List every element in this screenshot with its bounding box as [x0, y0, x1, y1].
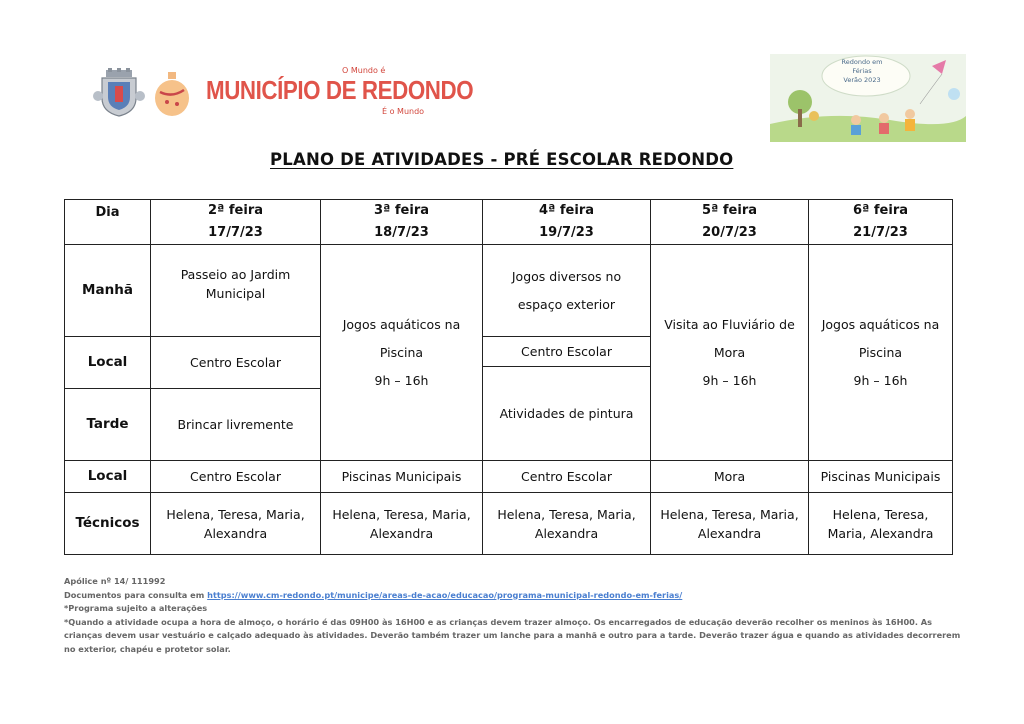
- day-date: 18/7/23: [374, 225, 429, 240]
- header-day-wed: [483, 200, 651, 245]
- day-date: 17/7/23: [208, 225, 263, 240]
- header-row: [65, 200, 953, 245]
- clay-jar-icon: [152, 68, 192, 118]
- docs-link[interactable]: https://www.cm-redondo.pt/municipe/areas-de-acao/educacao/programa-municipal-redondo-em-ferias/: [207, 589, 683, 600]
- mon-manha: Passeio ao Jardim Municipal: [151, 245, 321, 337]
- label-manha: Manhã: [65, 245, 151, 337]
- wed-local-2: Centro Escolar: [483, 461, 651, 493]
- day-name: 3ª feira: [373, 203, 429, 218]
- mon-tarde: Brincar livremente: [151, 389, 321, 461]
- thu-activity: [651, 245, 809, 461]
- brand-tagline-bottom: É o Mundo: [382, 107, 425, 116]
- activity-hours: 9h – 16h: [374, 372, 429, 388]
- note-lunch: *Quando a atividade ocupa a hora de almoço, o horário é das 09H00 às 16H00 e as crianças devem trazer almoço. Os encarregados de educação deverão recolher os meninos às 16H00. As crianças devem usar vestuário e calçado adequado às atividades. Deverão também trazer um lanche para a manhã e outro para a tarde. Deverão trazer água e quando as atividades decorrerem no exterior, chapéu e protetor solar.: [64, 616, 961, 654]
- footer-notes: [64, 575, 964, 656]
- header-day-thu: [651, 200, 809, 245]
- wed-manha: [483, 245, 651, 337]
- summer-line-2: Férias: [852, 67, 872, 75]
- municipality-logo: [92, 66, 474, 122]
- row-manha: [65, 245, 953, 337]
- day-name: 2ª feira: [207, 203, 263, 218]
- fri-activity: [809, 245, 953, 461]
- wed-local-1: Centro Escolar: [483, 337, 651, 367]
- header-day-tue: [321, 200, 483, 245]
- thu-tecnicos: Helena, Teresa, Maria, Alexandra: [651, 493, 809, 555]
- label-local-2: Local: [65, 461, 151, 493]
- activity-hours: 9h – 16h: [702, 372, 757, 388]
- day-date: 21/7/23: [853, 225, 908, 240]
- wed-tecnicos: Helena, Teresa, Maria, Alexandra: [483, 493, 651, 555]
- mon-tecnicos: Helena, Teresa, Maria, Alexandra: [151, 493, 321, 555]
- mon-local-1: Centro Escolar: [151, 337, 321, 389]
- row-tecnicos: [65, 493, 953, 555]
- note-changes: *Programa sujeito a alterações: [64, 603, 208, 613]
- row-local-2: [65, 461, 953, 493]
- docs-label: Documentos para consulta em: [64, 589, 205, 600]
- activity-line-2: Mora: [713, 344, 746, 360]
- tue-activity: [321, 245, 483, 461]
- activity-line-2: espaço exterior: [517, 296, 616, 312]
- header-day-mon: [151, 200, 321, 245]
- activity-hours: 9h – 16h: [853, 372, 908, 388]
- summer-line-3: Verão 2023: [843, 76, 881, 84]
- tue-local-2: Piscinas Municipais: [321, 461, 483, 493]
- activities-table: [64, 199, 953, 555]
- fri-local-2: Piscinas Municipais: [809, 461, 953, 493]
- brand-name: MUNICÍPIO DE REDONDO: [206, 75, 474, 105]
- mon-local-2: Centro Escolar: [151, 461, 321, 493]
- brand-tagline-top: O Mundo é: [342, 66, 386, 75]
- day-date: 20/7/23: [702, 225, 757, 240]
- label-tarde: Tarde: [65, 389, 151, 461]
- activity-line-1: Jogos aquáticos na: [342, 316, 461, 332]
- tue-tecnicos: Helena, Teresa, Maria, Alexandra: [321, 493, 483, 555]
- activity-line-2: Piscina: [379, 344, 424, 360]
- header-day-fri: [809, 200, 953, 245]
- activity-line-1: Jogos aquáticos na: [821, 316, 940, 332]
- activity-line-1: Jogos diversos no: [511, 268, 622, 284]
- fri-tecnicos: Helena, Teresa, Maria, Alexandra: [809, 493, 953, 555]
- header-dia: Dia: [65, 200, 151, 245]
- coat-of-arms-icon: [92, 68, 146, 118]
- policy-number: Apólice nº 14/ 111992: [64, 576, 166, 586]
- activity-line-1: Visita ao Fluviário de: [664, 316, 795, 332]
- label-local-1: Local: [65, 337, 151, 389]
- day-date: 19/7/23: [539, 225, 594, 240]
- label-tecnicos: Técnicos: [65, 493, 151, 555]
- summer-badge: [830, 58, 894, 85]
- summer-line-1: Redondo em: [841, 58, 883, 66]
- activity-line-2: Piscina: [858, 344, 903, 360]
- page-title: PLANO DE ATIVIDADES - PRÉ ESCOLAR REDONDO: [270, 150, 734, 169]
- wed-tarde: Atividades de pintura: [483, 367, 651, 461]
- docs-line: [64, 589, 964, 603]
- day-name: 4ª feira: [538, 203, 594, 218]
- thu-local-2: Mora: [651, 461, 809, 493]
- day-name: 5ª feira: [701, 203, 757, 218]
- day-name: 6ª feira: [852, 203, 908, 218]
